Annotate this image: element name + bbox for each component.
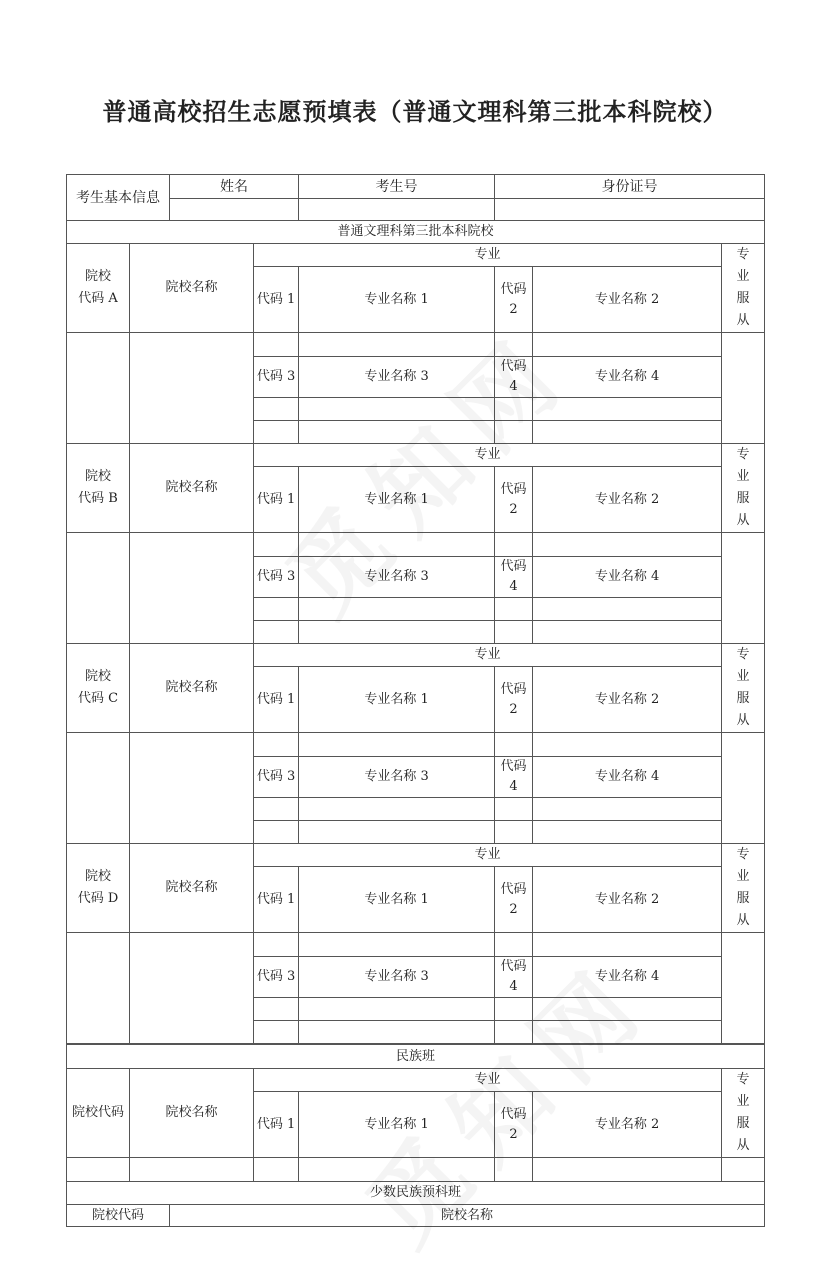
ethnic-major-name1-label: 专业名称 1 (299, 1092, 495, 1158)
major-name1-input[interactable] (299, 733, 495, 757)
code1-input[interactable] (254, 733, 299, 757)
school-name-label: 院校名称 (130, 644, 254, 733)
major-name3-label: 专业名称 3 (299, 557, 495, 598)
major-name2-input[interactable] (533, 333, 722, 357)
code4-input[interactable] (495, 398, 533, 421)
major-name3-label: 专业名称 3 (299, 357, 495, 398)
ethnic-school-code-label: 院校代码 (67, 1069, 130, 1158)
code2-label: 代码 2 (495, 867, 533, 933)
school-name-label: 院校名称 (130, 844, 254, 933)
school-code-label: 院校 代码 B (67, 444, 130, 533)
major-name2-input[interactable] (533, 533, 722, 557)
major-name3-input[interactable] (299, 998, 495, 1021)
code-extra-input[interactable] (254, 1021, 299, 1045)
major-name-extra-input-2[interactable] (533, 1021, 722, 1045)
ethnic-major-name1-input[interactable] (299, 1158, 495, 1182)
major-name2-label: 专业名称 2 (533, 467, 722, 533)
major-name2-label: 专业名称 2 (533, 667, 722, 733)
prep-school-code-label: 院校代码 (67, 1205, 170, 1227)
major-name3-label: 专业名称 3 (299, 957, 495, 998)
major-name-extra-input-2[interactable] (533, 621, 722, 644)
school-code-label: 院校 代码 D (67, 844, 130, 933)
major-name1-label: 专业名称 1 (299, 667, 495, 733)
code1-label: 代码 1 (254, 867, 299, 933)
ethnic-code1-input[interactable] (254, 1158, 299, 1182)
code-extra-input[interactable] (254, 821, 299, 844)
major-name4-input[interactable] (533, 798, 722, 821)
school-code-input[interactable] (67, 533, 130, 644)
exam-no-field[interactable] (299, 199, 495, 221)
major-obey-input[interactable] (722, 733, 765, 844)
section-ethnic-header: 民族班 (67, 1044, 765, 1069)
code1-label: 代码 1 (254, 467, 299, 533)
application-form (66, 174, 765, 1227)
major-name3-input[interactable] (299, 598, 495, 621)
form-body (67, 175, 765, 1227)
code2-input[interactable] (495, 933, 533, 957)
ethnic-school-code-input[interactable] (67, 1158, 130, 1182)
major-header: 专业 (254, 844, 722, 867)
school-code-label: 院校 代码 A (67, 244, 130, 333)
major-name2-input[interactable] (533, 933, 722, 957)
major-obey-input[interactable] (722, 533, 765, 644)
school-name-input[interactable] (130, 733, 254, 844)
major-header: 专业 (254, 244, 722, 267)
code-extra-input-2[interactable] (495, 1021, 533, 1045)
prep-school-name-label: 院校名称 (170, 1205, 765, 1227)
code-extra-input-2[interactable] (495, 421, 533, 444)
major-name4-label: 专业名称 4 (533, 357, 722, 398)
code3-input[interactable] (254, 798, 299, 821)
major-name4-input[interactable] (533, 398, 722, 421)
major-name4-label: 专业名称 4 (533, 557, 722, 598)
major-header: 专业 (254, 444, 722, 467)
exam-no-header: 考生号 (299, 175, 495, 199)
school-code-input[interactable] (67, 333, 130, 444)
school-code-input[interactable] (67, 733, 130, 844)
name-header: 姓名 (170, 175, 299, 199)
code2-label: 代码 2 (495, 267, 533, 333)
ethnic-school-name-input[interactable] (130, 1158, 254, 1182)
section-regular-header: 普通文理科第三批本科院校 (67, 221, 765, 244)
major-name-extra-input-2[interactable] (533, 821, 722, 844)
section-prep-header: 少数民族预科班 (67, 1182, 765, 1205)
major-obey-label: 专 业 服 从 (722, 444, 765, 533)
major-name1-label: 专业名称 1 (299, 267, 495, 333)
code1-input[interactable] (254, 533, 299, 557)
ethnic-code2-label: 代码 2 (495, 1092, 533, 1158)
ethnic-major-header: 专业 (254, 1069, 722, 1092)
code2-label: 代码 2 (495, 467, 533, 533)
school-name-input[interactable] (130, 533, 254, 644)
major-name-extra-input[interactable] (299, 621, 495, 644)
major-name1-label: 专业名称 1 (299, 467, 495, 533)
major-name2-label: 专业名称 2 (533, 267, 722, 333)
code4-label: 代码 4 (495, 957, 533, 998)
ethnic-major-obey-label: 专 业 服 从 (722, 1069, 765, 1158)
id-no-field[interactable] (495, 199, 765, 221)
code4-label: 代码 4 (495, 757, 533, 798)
code3-label: 代码 3 (254, 557, 299, 598)
ethnic-school-name-label: 院校名称 (130, 1069, 254, 1158)
code1-label: 代码 1 (254, 667, 299, 733)
code4-input[interactable] (495, 998, 533, 1021)
major-name1-input[interactable] (299, 533, 495, 557)
major-name3-input[interactable] (299, 798, 495, 821)
code1-input[interactable] (254, 333, 299, 357)
major-obey-label: 专 业 服 从 (722, 644, 765, 733)
code3-label: 代码 3 (254, 957, 299, 998)
major-name1-input[interactable] (299, 933, 495, 957)
code3-label: 代码 3 (254, 357, 299, 398)
code4-label: 代码 4 (495, 357, 533, 398)
major-obey-input[interactable] (722, 933, 765, 1045)
name-field[interactable] (170, 199, 299, 221)
school-name-input[interactable] (130, 933, 254, 1045)
code4-input[interactable] (495, 598, 533, 621)
info-label: 考生基本信息 (76, 189, 160, 206)
code-extra-input[interactable] (254, 421, 299, 444)
school-name-label: 院校名称 (130, 444, 254, 533)
school-name-label: 院校名称 (130, 244, 254, 333)
ethnic-code2-input[interactable] (495, 1158, 533, 1182)
major-obey-label: 专 业 服 从 (722, 244, 765, 333)
code2-input[interactable] (495, 733, 533, 757)
ethnic-major-obey-input[interactable] (722, 1158, 765, 1182)
code-extra-input-2[interactable] (495, 621, 533, 644)
major-name4-label: 专业名称 4 (533, 757, 722, 798)
page-title: 普通高校招生志愿预填表（普通文理科第三批本科院校） (102, 97, 728, 126)
school-name-input[interactable] (130, 333, 254, 444)
major-name4-input[interactable] (533, 998, 722, 1021)
code2-input[interactable] (495, 533, 533, 557)
school-code-label: 院校 代码 C (67, 644, 130, 733)
major-name2-input[interactable] (533, 733, 722, 757)
code2-input[interactable] (495, 333, 533, 357)
major-name1-label: 专业名称 1 (299, 867, 495, 933)
ethnic-major-name2-input[interactable] (533, 1158, 722, 1182)
major-name3-label: 专业名称 3 (299, 757, 495, 798)
code2-label: 代码 2 (495, 667, 533, 733)
ethnic-major-name2-label: 专业名称 2 (533, 1092, 722, 1158)
major-name4-label: 专业名称 4 (533, 957, 722, 998)
major-name3-input[interactable] (299, 398, 495, 421)
code3-label: 代码 3 (254, 757, 299, 798)
code3-input[interactable] (254, 398, 299, 421)
ethnic-code1-label: 代码 1 (254, 1092, 299, 1158)
major-name-extra-input-2[interactable] (533, 421, 722, 444)
code3-input[interactable] (254, 598, 299, 621)
code-extra-input-2[interactable] (495, 821, 533, 844)
major-name-extra-input[interactable] (299, 1021, 495, 1045)
major-obey-input[interactable] (722, 333, 765, 444)
major-name2-label: 专业名称 2 (533, 867, 722, 933)
code4-input[interactable] (495, 798, 533, 821)
code3-input[interactable] (254, 998, 299, 1021)
major-name4-input[interactable] (533, 598, 722, 621)
major-obey-label: 专 业 服 从 (722, 844, 765, 933)
major-name1-input[interactable] (299, 333, 495, 357)
major-name-extra-input[interactable] (299, 821, 495, 844)
code1-input[interactable] (254, 933, 299, 957)
id-no-header: 身份证号 (495, 175, 765, 199)
code4-label: 代码 4 (495, 557, 533, 598)
school-code-input[interactable] (67, 933, 130, 1045)
major-name-extra-input[interactable] (299, 421, 495, 444)
major-header: 专业 (254, 644, 722, 667)
info-label-cell (67, 175, 170, 221)
code1-label: 代码 1 (254, 267, 299, 333)
code-extra-input[interactable] (254, 621, 299, 644)
